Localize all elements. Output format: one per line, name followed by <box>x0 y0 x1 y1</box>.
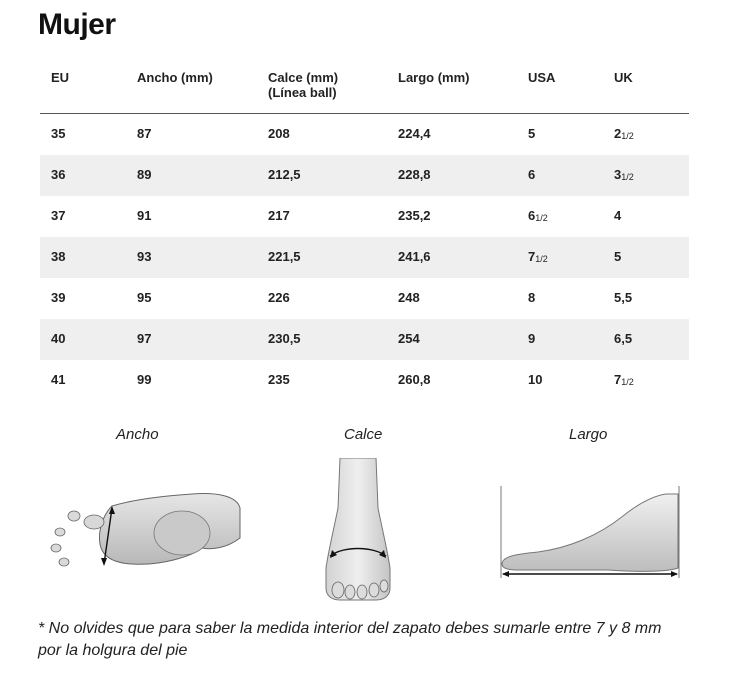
cell-ancho: 93 <box>137 249 152 264</box>
foot-instep-illustration <box>318 458 398 603</box>
cell-usa: 5 <box>528 126 536 141</box>
header-largo: Largo (mm) <box>398 70 470 85</box>
cell-eu: 38 <box>51 249 66 264</box>
cell-eu: 35 <box>51 126 66 141</box>
cell-largo: 248 <box>398 290 420 305</box>
table-row <box>40 155 689 196</box>
cell-uk: $7_{1/2}$ <box>614 372 634 387</box>
cell-ancho: 89 <box>137 167 152 182</box>
caption-ancho: Ancho <box>116 426 159 443</box>
cell-ancho: 87 <box>137 126 152 141</box>
cell-calce: 221,5 <box>268 249 301 264</box>
cell-largo: 241,6 <box>398 249 431 264</box>
header-usa: USA <box>528 70 556 85</box>
table-header <box>40 64 689 114</box>
cell-ancho: 97 <box>137 331 152 346</box>
cell-usa: $6_{1/2}$ <box>528 208 548 223</box>
table-row <box>40 278 689 319</box>
table-row <box>40 114 689 155</box>
header-uk: UK <box>614 70 633 85</box>
table-body <box>40 114 689 401</box>
cell-calce: 226 <box>268 290 290 305</box>
cell-uk: 5,5 <box>614 290 633 305</box>
cell-uk: $2_{1/2}$ <box>614 126 634 141</box>
cell-ancho: 91 <box>137 208 152 223</box>
table-row <box>40 196 689 237</box>
cell-largo: 224,4 <box>398 126 431 141</box>
foot-width-illustration <box>42 478 242 573</box>
cell-largo: 260,8 <box>398 372 431 387</box>
cell-uk: 5 <box>614 249 622 264</box>
cell-calce: 212,5 <box>268 167 301 182</box>
cell-uk: 4 <box>614 208 622 223</box>
cell-uk: $3_{1/2}$ <box>614 167 634 182</box>
cell-ancho: 99 <box>137 372 152 387</box>
cell-ancho: 95 <box>137 290 152 305</box>
page-title: Mujer <box>38 8 116 41</box>
size-table <box>40 64 689 401</box>
cell-largo: 254 <box>398 331 420 346</box>
cell-usa: 8 <box>528 290 536 305</box>
header-eu: EU <box>51 70 70 85</box>
table-row <box>40 319 689 360</box>
cell-usa: 10 <box>528 372 543 387</box>
cell-usa: 6 <box>528 167 536 182</box>
caption-largo: Largo <box>569 426 608 443</box>
table-row <box>40 237 689 278</box>
cell-eu: 36 <box>51 167 66 182</box>
cell-largo: 235,2 <box>398 208 431 223</box>
cell-calce: 235 <box>268 372 290 387</box>
cell-eu: 40 <box>51 331 66 346</box>
cell-uk: 6,5 <box>614 331 633 346</box>
header-calce: Calce (mm) (Línea ball) <box>268 70 339 100</box>
cell-eu: 37 <box>51 208 66 223</box>
cell-calce: 217 <box>268 208 290 223</box>
header-ancho: Ancho (mm) <box>137 70 213 85</box>
cell-calce: 208 <box>268 126 290 141</box>
caption-calce: Calce <box>344 426 383 443</box>
cell-usa: 9 <box>528 331 536 346</box>
cell-usa: $7_{1/2}$ <box>528 249 548 264</box>
cell-eu: 41 <box>51 372 66 387</box>
cell-largo: 228,8 <box>398 167 431 182</box>
table-row <box>40 360 689 401</box>
footnote: * No olvides que para saber la medida interior del zapato debes sumarle entre 7 y 8 mm por la holgura del pie <box>38 620 662 659</box>
cell-eu: 39 <box>51 290 66 305</box>
cell-calce: 230,5 <box>268 331 301 346</box>
foot-length-illustration <box>498 486 684 582</box>
